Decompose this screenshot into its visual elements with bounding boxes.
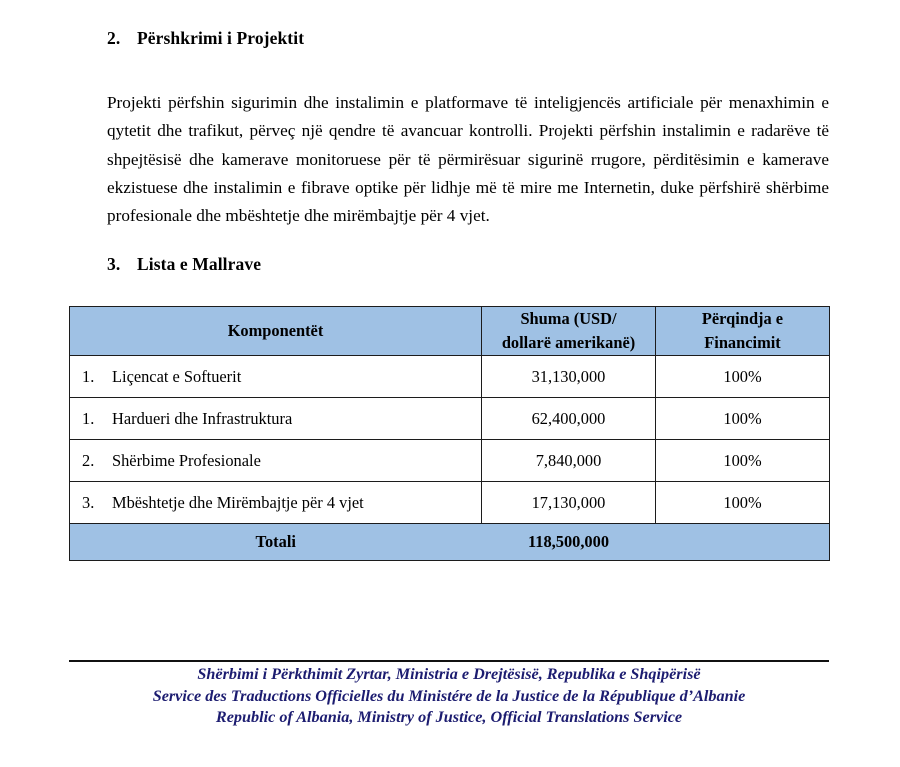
- row-item-label: Shërbime Profesionale: [112, 450, 261, 470]
- row-item-number: 2.: [82, 450, 95, 470]
- cell-amount: 7,840,000: [482, 440, 656, 482]
- column-header-component-label: Komponentët: [227, 321, 324, 340]
- cell-percent: 100%: [656, 398, 830, 440]
- footer-divider: [69, 660, 829, 662]
- cell-amount: 62,400,000: [482, 398, 656, 440]
- section-heading-description: [107, 28, 304, 49]
- cell-component: [70, 440, 482, 482]
- table-total-row: [70, 524, 830, 561]
- column-header-amount-line2: dollarë amerikanë): [501, 333, 636, 352]
- footer-line-albanian: Shërbimi i Përkthimit Zyrtar, Ministria e Drejtësisë, Republika e Shqipërisë: [197, 665, 701, 683]
- section-title-goods-list: Lista e Mallrave: [137, 254, 262, 274]
- total-label: Totali: [70, 524, 482, 561]
- row-item-label: Hardueri dhe Infrastruktura: [112, 408, 293, 428]
- cell-amount: 31,130,000: [482, 356, 656, 398]
- table-row: [70, 440, 830, 482]
- cell-component: [70, 482, 482, 524]
- project-description-paragraph: Projekti përfshin sigurimin dhe instalimin e platformave të inteligjencës artificiale për menaxhimin e qytetit dhe trafikut, përveç një qendre të avancuar kontrolli. Projekti përfshin instalimin e radarëve të shpejtësisë dhe kameravе monitoruese për të përmirësuar sigurinë rrugore, përditësimin e kameravе ekzistuese dhe instalimin e fibrave optike për lidhje më të mire me Internetin, duke përfshirë shërbime profesionale dhe mbështetje dhe mirëmbajtje për 4 vjet.: [107, 93, 829, 225]
- table-body: [70, 356, 830, 561]
- row-item-number: 1.: [82, 366, 95, 386]
- row-item-label: Mbështetje dhe Mirëmbajtje për 4 vjet: [112, 492, 364, 512]
- column-header-percent: [656, 307, 830, 356]
- column-header-component: [70, 307, 482, 356]
- cell-percent: 100%: [656, 482, 830, 524]
- row-item-number: 3.: [82, 492, 95, 512]
- table-header: [70, 307, 830, 356]
- section-title-description: Përshkrimi i Projektit: [137, 28, 305, 48]
- column-header-percent-line1: Përqindja e: [701, 309, 784, 328]
- table-row: [70, 356, 830, 398]
- footer-line-french: Service des Traductions Officielles du Ministére de la Justice de la République d’Albanie: [152, 686, 746, 705]
- column-header-amount-line1: Shuma (USD/: [520, 309, 617, 328]
- section-heading-goods-list: [107, 254, 261, 275]
- section-number-description: 2.: [107, 28, 121, 48]
- cell-component: [70, 398, 482, 440]
- cell-component: [70, 356, 482, 398]
- column-header-percent-line2: Financimit: [704, 333, 781, 352]
- cell-amount: 17,130,000: [482, 482, 656, 524]
- table-header-row: [70, 307, 830, 356]
- row-item-label: Liçencat e Softuerit: [112, 366, 242, 386]
- cell-percent: 100%: [656, 440, 830, 482]
- table-row: [70, 482, 830, 524]
- cell-percent: 100%: [656, 356, 830, 398]
- column-header-amount: [482, 307, 656, 356]
- footer-line-english: Republic of Albania, Ministry of Justice, Official Translations Service: [215, 708, 683, 726]
- total-percent: [656, 524, 830, 561]
- total-value: 118,500,000: [482, 524, 656, 561]
- section-number-goods-list: 3.: [107, 254, 121, 274]
- goods-list-table: [69, 306, 830, 561]
- table-row: [70, 398, 830, 440]
- row-item-number: 1.: [82, 408, 95, 428]
- footer-translation-service: [69, 664, 829, 729]
